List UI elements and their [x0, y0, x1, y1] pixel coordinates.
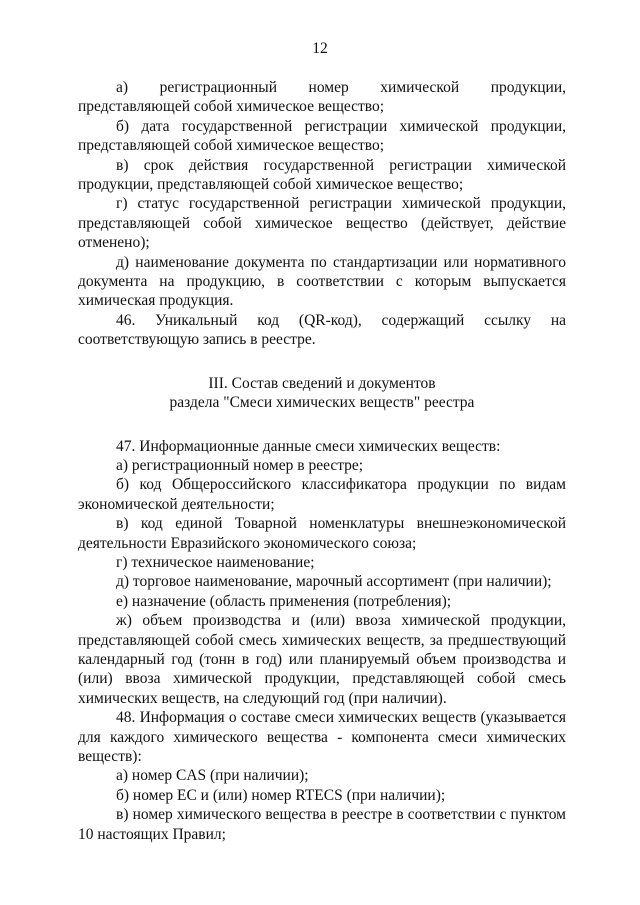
- paragraph-47-e: е) назначение (область применения (потребления);: [116, 592, 452, 610]
- paragraph-47-b: б) код Общероссийского классификатора продукции по видам экономической деятельности;: [78, 476, 566, 513]
- paragraph-item-b: б) дата государственной регистрации химической продукции, представляющей собой химическое вещество;: [78, 117, 566, 155]
- paragraph-47-a: а) регистрационный номер в реестре;: [116, 456, 364, 474]
- page-number: 12: [312, 40, 328, 57]
- paragraph-48-v: в) номер химического вещества в реестре в соответствии с пунктом 10 настоящих Правил;: [78, 806, 566, 843]
- paragraph-47-zh: ж) объем производства и (или) ввоза химической продукции, представляющей собой смесь химических веществ, за предшествующий календарный год (тонн в год) или планируемый объем производства и (или) ввоза химической продукции, представляющей собой смесь химических веществ, на следующий год (при наличии).: [78, 612, 566, 707]
- document-body: [78, 78, 566, 844]
- paragraph-item-v: в) срок действия государственной регистрации химической продукции, представляющей собой химическое вещество;: [78, 156, 566, 194]
- paragraph-48-a: а) номер CAS (при наличии);: [116, 767, 309, 785]
- section-heading-line2: раздела "Смеси химических веществ" реестра: [169, 394, 475, 412]
- section-heading: [78, 374, 566, 413]
- paragraph-48-b: б) номер ЕС и (или) номер RTECS (при наличии);: [116, 786, 446, 804]
- paragraph-47: 47. Информационные данные смеси химических веществ:: [116, 437, 501, 455]
- paragraph-item-a: а) регистрационный номер химической продукции, представляющей собой химическое вещество;: [78, 79, 566, 116]
- paragraph-item-d: д) наименование документа по стандартизации или нормативного документа на продукцию, в соответствии с которым выпускается химическая продукция.: [78, 253, 566, 310]
- paragraph-47-g: г) техническое наименование;: [116, 553, 315, 571]
- paragraph-47-d: д) торговое наименование, марочный ассортимент (при наличии);: [116, 573, 552, 591]
- section-heading-line1: III. Состав сведений и документов: [208, 374, 436, 392]
- paragraph-item-g: г) статус государственной регистрации химической продукции, представляющей собой химическое вещество (действует, действие отменено);: [78, 195, 566, 252]
- paragraph-47-v: в) код единой Товарной номенклатуры внешнеэкономической деятельности Евразийского экономического союза;: [78, 515, 566, 552]
- paragraph-48: 48. Информация о составе смеси химических веществ (указывается для каждого химического вещества - компонента смеси химических веществ):: [78, 709, 566, 765]
- paragraph-46: 46. Уникальный код (QR-код), содержащий ссылку на соответствующую запись в реестре.: [78, 311, 566, 349]
